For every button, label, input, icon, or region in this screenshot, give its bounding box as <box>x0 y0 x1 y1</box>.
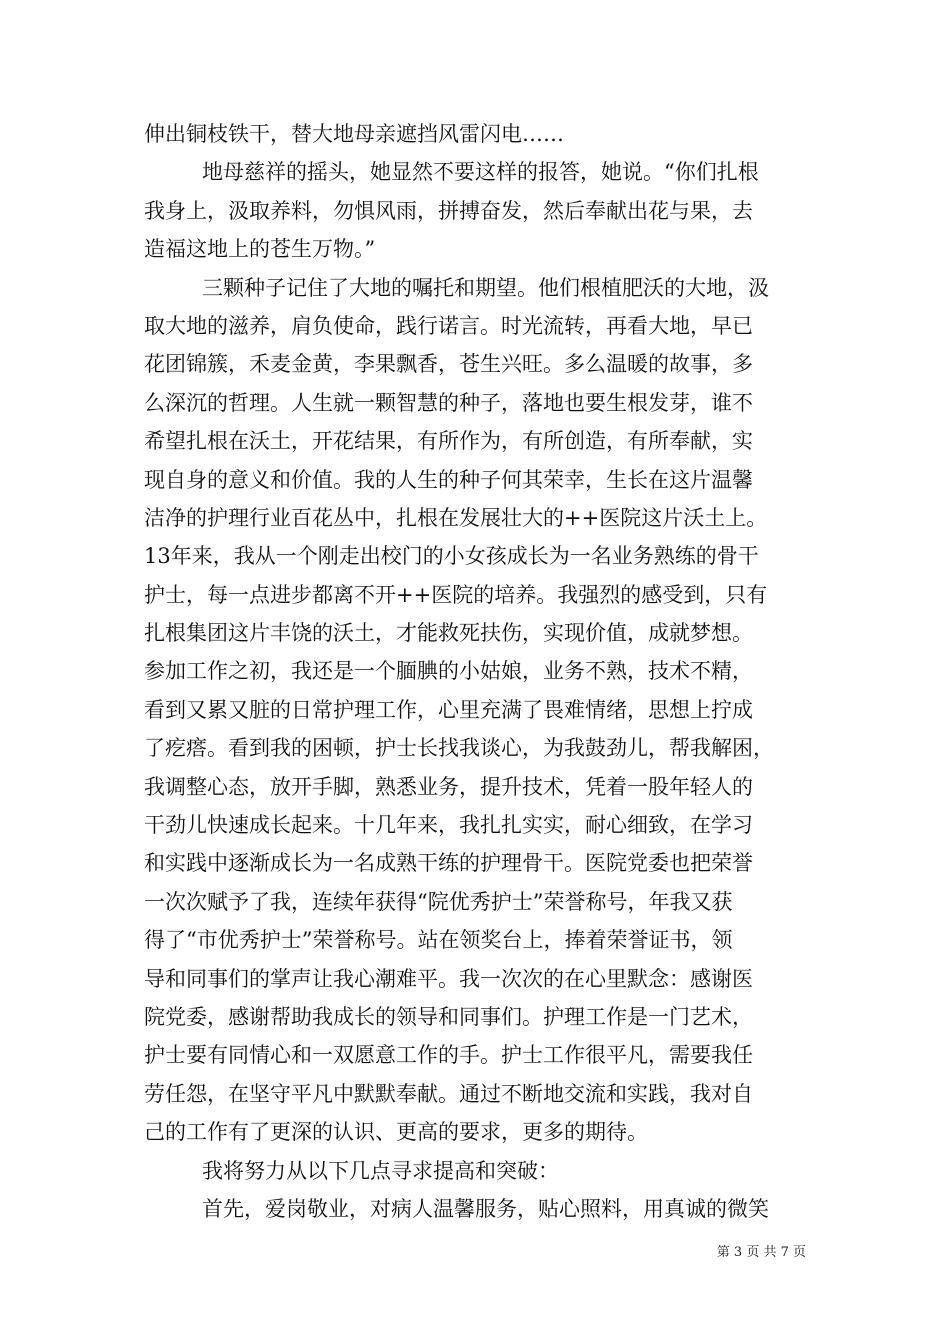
text-line: 洁净的护理行业百花丛中，扎根在发展壮大的++医院这片沃土上。 <box>144 505 768 530</box>
text-line: 地母慈祥的摇头，她显然不要这样的报答，她说。“你们扎根 <box>202 160 759 185</box>
text-line: 扎根集团这片丰饶的沃土，才能救死扶伤，实现价值，成就梦想。 <box>144 621 753 646</box>
page-number: 第 3 页 共 7 页 <box>716 1245 806 1260</box>
paragraph-5 <box>144 1190 810 1228</box>
text-line: 伸出铜枝铁干，替大地母亲遮挡风雷闪电…… <box>144 122 564 146</box>
paragraph-1 <box>144 115 810 153</box>
paragraph-2 <box>144 153 810 268</box>
text-line: 和实践中逐渐成长为一名成熟干练的护理骨干。医院党委也把荣誉 <box>144 851 753 876</box>
paragraph-4 <box>144 1152 810 1190</box>
text-line: 三颗种子记住了大地的嘱托和期望。他们根植肥沃的大地，汲 <box>202 275 769 300</box>
text-line: 护士要有同情心和一双愿意工作的手。护士工作很平凡，需要我任 <box>144 1043 753 1068</box>
page-footer <box>0 1241 950 1260</box>
text-line: 13年来，我从一个刚走出校门的小女孩成长为一名业务熟练的骨干 <box>144 544 759 569</box>
text-line: 劳任怨，在坚守平凡中默默奉献。通过不断地交流和实践，我对自 <box>144 1081 753 1106</box>
document-body <box>144 115 810 1228</box>
text-line: 希望扎根在沃土，开花结果，有所作为，有所创造，有所奉献，实 <box>144 429 753 454</box>
text-line: 花团锦簇，禾麦金黄，李果飘香，苍生兴旺。多么温暖的故事，多 <box>144 352 753 377</box>
text-line: 己的工作有了更深的认识、更高的要求，更多的期待。 <box>144 1120 648 1145</box>
text-line: 导和同事们的掌声让我心潮难平。我一次次的在心里默念：感谢医 <box>144 966 753 991</box>
text-line: 一次次赋予了我，连续年获得“院优秀护士”荣誉称号，年我又获 <box>144 889 733 914</box>
paragraph-3 <box>144 269 810 1152</box>
text-line: 院党委，感谢帮助我成长的领导和同事们。护理工作是一门艺术， <box>144 1004 753 1029</box>
text-line: 取大地的滋养，肩负使命，践行诺言。时光流转，再看大地，早已 <box>144 313 753 338</box>
text-line: 我调整心态，放开手脚，熟悉业务，提升技术，凭着一股年轻人的 <box>144 774 753 799</box>
text-line: 造福这地上的苍生万物。” <box>144 237 376 262</box>
text-line: 了疙瘩。看到我的困顿，护士长找我谈心，为我鼓劲儿，帮我解困， <box>144 736 774 761</box>
text-line: 干劲儿快速成长起来。十几年来，我扎扎实实，耐心细致，在学习 <box>144 813 753 838</box>
text-line: 我身上，汲取养料，勿惧风雨，拼搏奋发，然后奉献出花与果，去 <box>144 198 753 223</box>
text-line: 看到又累又脏的日常护理工作，心里充满了畏难情绪，思想上拧成 <box>144 697 753 722</box>
text-line: 参加工作之初，我还是一个腼腆的小姑娘，业务不熟，技术不精， <box>144 659 753 684</box>
text-line: 现自身的意义和价值。我的人生的种子何其荣幸，生长在这片温馨 <box>144 467 753 492</box>
text-line: 我将努力从以下几点寻求提高和突破： <box>202 1158 559 1183</box>
text-line: 得了“市优秀护士”荣誉称号。站在领奖台上，捧着荣誉证书，领 <box>144 928 733 953</box>
text-line: 首先，爱岗敬业，对病人温馨服务，贴心照料，用真诚的微笑 <box>202 1196 769 1221</box>
text-line: 么深沉的哲理。人生就一颗智慧的种子，落地也要生根发芽，谁不 <box>144 390 753 415</box>
text-line: 护士，每一点进步都离不开++医院的培养。我强烈的感受到，只有 <box>144 582 768 607</box>
